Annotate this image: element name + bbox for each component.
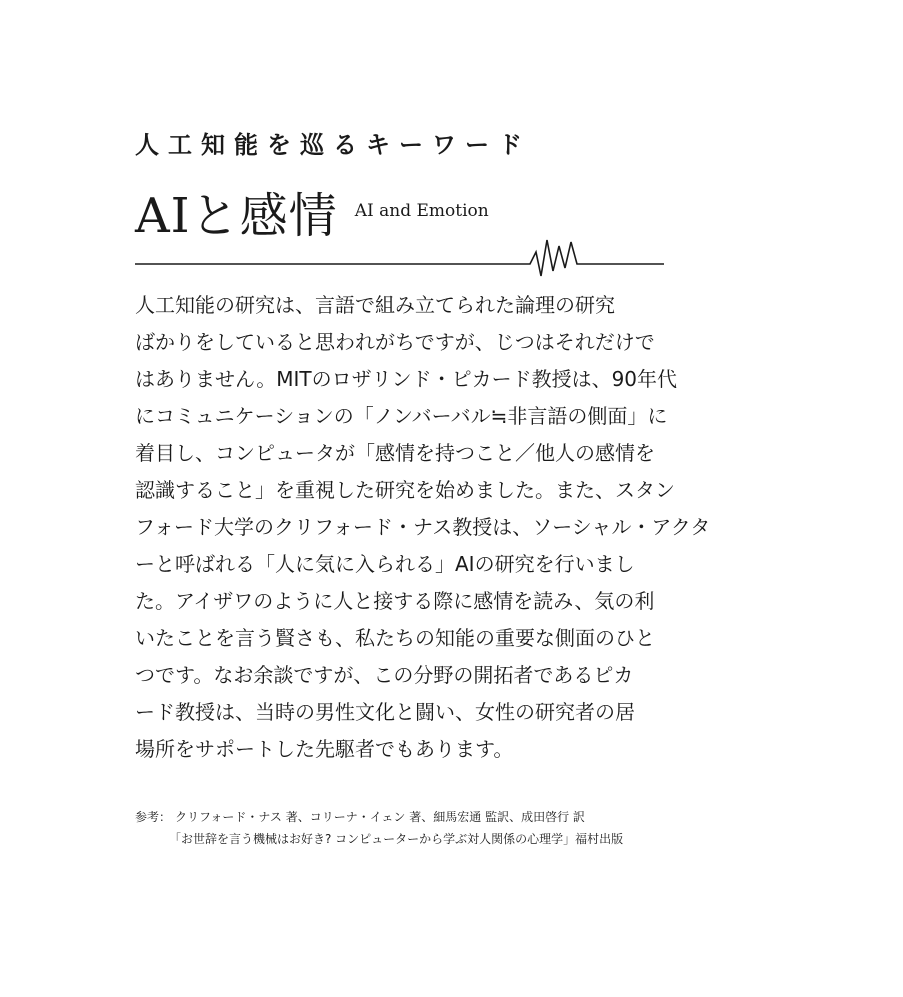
body-line: 着目し、コンピュータが「感情を持つこと／他人の感情を <box>135 441 655 465</box>
body-line: ばかりをしていると思われがちですが、じつはそれだけで <box>135 330 655 354</box>
body-line: いたことを言う賢さも、私たちの知能の重要な側面のひと <box>135 626 655 650</box>
body-line: ーと呼ばれる「人に気に入られる」AIの研究を行いまし <box>135 552 635 576</box>
body-line: ード教授は、当時の男性文化と闘い、女性の研究者の居 <box>135 700 635 724</box>
references-book: 「お世辞を言う機械はお好き? コンピューターから学ぶ対人関係の心理学」福村出版 <box>169 832 624 846</box>
page-title: AIと感情 <box>135 188 338 244</box>
references <box>135 806 623 850</box>
section-kicker: 人工知能を巡るキーワード <box>135 131 531 159</box>
references-label: 参考： <box>135 810 172 824</box>
body-line: にコミュニケーションの「ノンバーバル≒非言語の側面」に <box>135 404 668 428</box>
body-line: フォード大学のクリフォード・ナス教授は、ソーシャル・アクタ <box>135 515 711 539</box>
page-subtitle: AI and Emotion <box>354 201 489 221</box>
article-body <box>135 287 711 768</box>
title-row <box>135 188 489 252</box>
body-line: 認識すること」を重視した研究を始めました。また、スタン <box>135 478 675 502</box>
body-line: 場所をサポートした先駆者でもあります。 <box>135 737 514 761</box>
references-authors: クリフォード・ナス 著、コリーナ・イェン 著、細馬宏通 監訳、成田啓行 訳 <box>175 810 585 824</box>
body-line: はありません。MITのロザリンド・ピカード教授は、90年代 <box>135 367 678 391</box>
body-line: た。アイザワのように人と接する際に感情を読み、気の利 <box>135 589 655 613</box>
body-line: つです。なお余談ですが、この分野の開拓者であるピカ <box>135 663 634 687</box>
body-line: 人工知能の研究は、言語で組み立てられた論理の研究 <box>135 293 615 317</box>
